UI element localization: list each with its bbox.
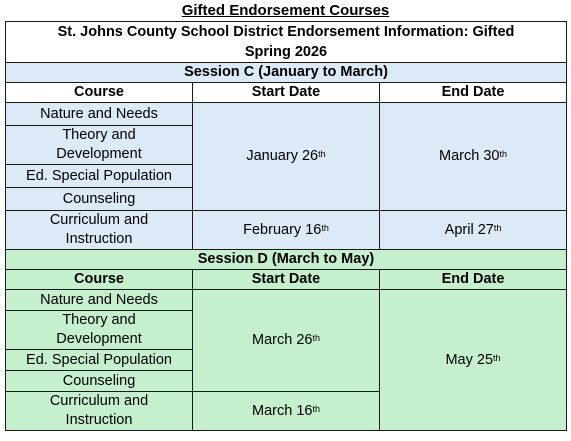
date-text: March 30: [439, 148, 500, 164]
district-header-row: [6, 22, 567, 63]
date-text: May 25: [445, 351, 494, 368]
course-text: Curriculum and Instruction: [49, 393, 149, 428]
date-text: March 26: [252, 332, 313, 348]
date-text: January 26: [246, 148, 319, 164]
course-text: Theory and Development: [56, 312, 142, 347]
end-date-cell: [380, 290, 567, 431]
course-cell: Counseling: [6, 371, 193, 392]
course-cell: [6, 392, 193, 431]
course-cell: Nature and Needs: [6, 103, 193, 126]
start-date-cell: [193, 211, 380, 250]
session-c-title: Session C (January to March): [6, 63, 567, 83]
session-d-title: Session D (March to May): [6, 250, 567, 270]
course-text: Curriculum and Instruction: [49, 212, 149, 247]
district-header-line2: Spring 2026: [244, 44, 328, 60]
course-column-header: Course: [6, 83, 193, 103]
session-c-title-row: [6, 63, 567, 83]
course-cell: Ed. Special Population: [6, 350, 193, 371]
course-cell: Ed. Special Population: [6, 165, 193, 188]
table-row: [6, 211, 567, 250]
date-suffix: th: [318, 149, 326, 159]
start-date-column-header: Start Date: [193, 270, 380, 290]
course-cell: [6, 311, 193, 350]
endorsement-table: [5, 21, 567, 431]
start-date-cell: [193, 392, 380, 431]
district-header: [6, 22, 567, 63]
date-suffix: th: [493, 222, 502, 233]
course-text: Theory and Development: [56, 127, 142, 162]
course-cell: Nature and Needs: [6, 290, 193, 311]
table-row: [6, 103, 567, 126]
course-column-header: Course: [6, 270, 193, 290]
district-header-line1: St. Johns County School District Endorsement Information: Gifted: [57, 24, 515, 40]
end-date-column-header: End Date: [380, 83, 567, 103]
date-text: March 16: [252, 402, 313, 419]
table-row: [6, 290, 567, 311]
session-c-column-header-row: [6, 83, 567, 103]
page-title: Gifted Endorsement Courses: [181, 2, 390, 19]
end-date-cell: [380, 211, 567, 250]
date-text: February 16: [243, 221, 322, 238]
start-date-cell: [193, 290, 380, 392]
start-date-cell: [193, 103, 380, 211]
date-text: April 27: [444, 221, 494, 238]
course-cell: Counseling: [6, 188, 193, 211]
end-date-column-header: End Date: [380, 270, 567, 290]
session-d-column-header-row: [6, 270, 567, 290]
date-suffix: th: [312, 403, 320, 414]
course-cell: [6, 211, 193, 250]
course-cell: [6, 126, 193, 165]
session-d-title-row: [6, 250, 567, 270]
start-date-column-header: Start Date: [193, 83, 380, 103]
date-suffix: th: [321, 222, 329, 233]
date-suffix: th: [499, 149, 507, 159]
date-suffix: th: [493, 352, 501, 363]
end-date-cell: [380, 103, 567, 211]
date-suffix: th: [312, 333, 320, 343]
